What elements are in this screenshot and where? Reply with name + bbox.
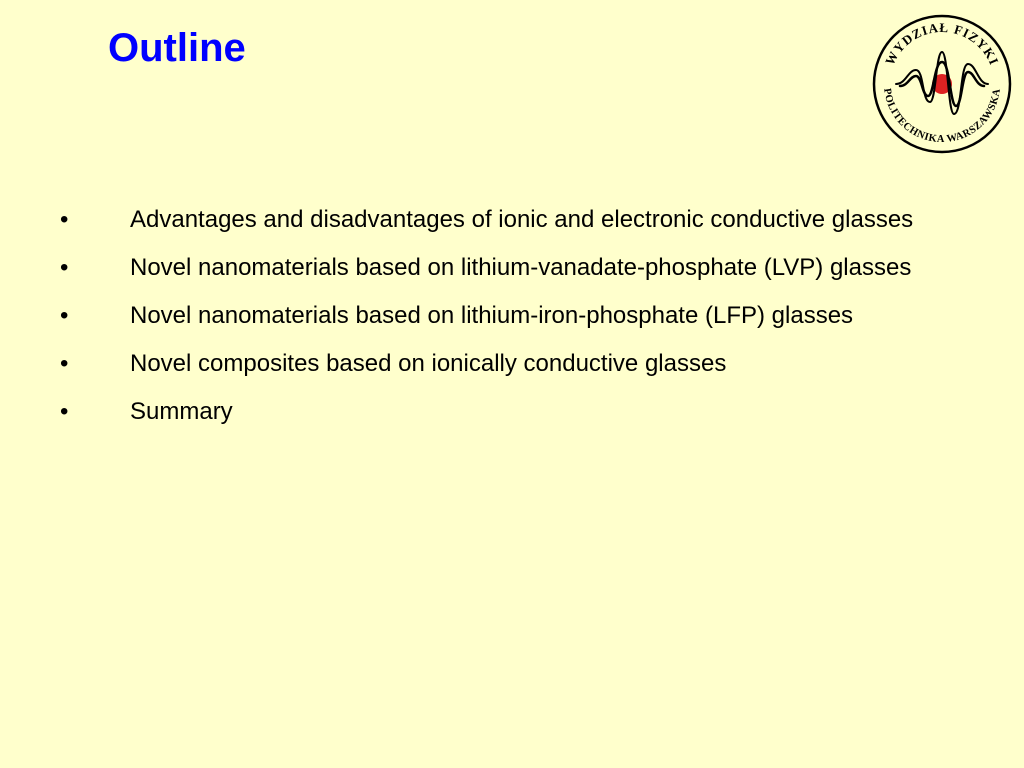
faculty-logo <box>870 12 1014 156</box>
bullet-icon: • <box>60 206 69 233</box>
bullet-icon: • <box>60 254 69 281</box>
list-item-text: Novel nanomaterials based on lithium-iron-phosphate (LFP) glasses <box>130 302 854 329</box>
list-item <box>0 200 1024 240</box>
bullet-icon: • <box>60 350 69 377</box>
bullet-icon: • <box>60 398 69 425</box>
list-item-text: Novel composites based on ionically conductive glasses <box>130 350 727 377</box>
slide-title: Outline <box>108 26 246 70</box>
list-item-text: Advantages and disadvantages of ionic and electronic conductive glasses <box>130 206 914 233</box>
list-item <box>0 344 1024 384</box>
bullet-icon: • <box>60 302 69 329</box>
logo-text-top: WYDZIAŁ FIZYKI <box>882 19 1003 68</box>
faculty-of-physics-seal-icon <box>870 12 1014 156</box>
outline-list <box>0 200 1024 440</box>
logo-text-bottom: POLITECHNIKA WARSZAWSKA <box>881 87 1003 146</box>
list-item <box>0 248 1024 288</box>
list-item-text: Novel nanomaterials based on lithium-vanadate-phosphate (LVP) glasses <box>130 254 912 281</box>
list-item <box>0 296 1024 336</box>
list-item <box>0 392 1024 432</box>
list-item-text: Summary <box>130 398 233 425</box>
